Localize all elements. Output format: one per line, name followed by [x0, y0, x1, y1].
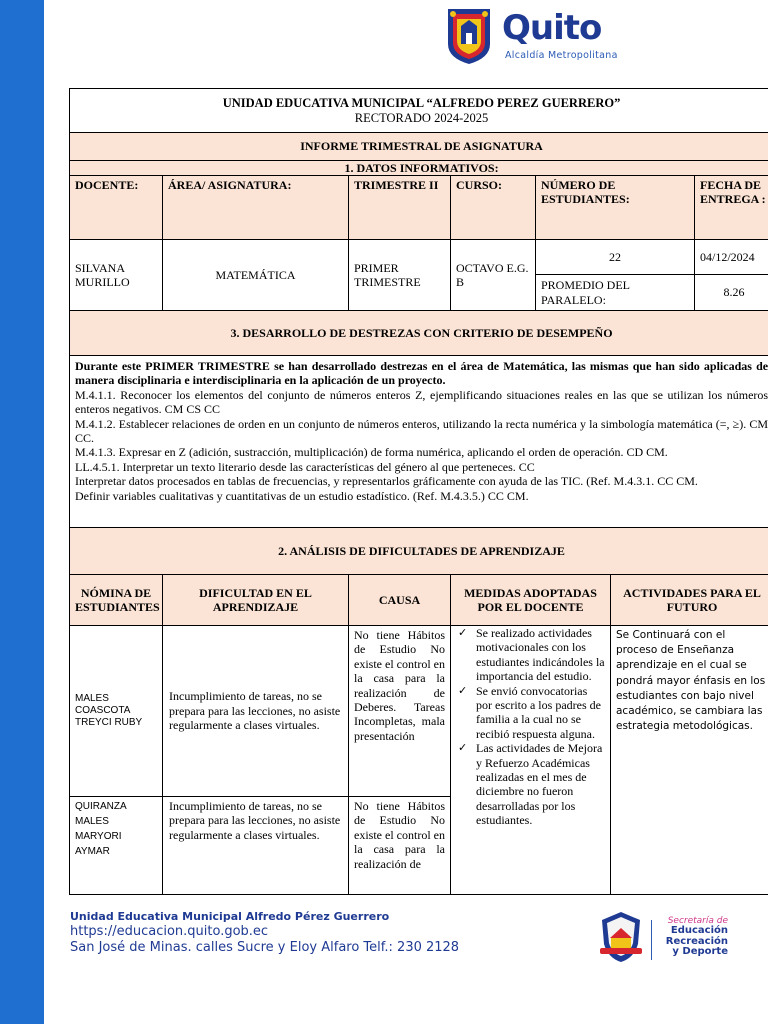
- destreza-item: M.4.1.3. Expresar en Z (adición, sustracción, multiplicación) de forma numérica, aplicando el orden de operación. CD CM.: [75, 445, 668, 460]
- medidas-list: [456, 626, 605, 827]
- actividades-futuro: Se Continuará con el proceso de Enseñanza aprendizaje en el cual se pondrá mayor énfasis en los estudiantes con bajo nivel académico, se cambiara las estrategia metodológicas.: [611, 626, 768, 895]
- medida-item: ✓ Se realizado actividades motivacionales con los estudiantes indicándoles la importancia del estudio.: [456, 626, 605, 684]
- header-curso: CURSO:: [451, 176, 536, 240]
- destreza-item: M.4.1.2. Establecer relaciones de orden en un conjunto de números enteros, utilizando la recta numérica y la simbología matemática (=, ≥). CM CC.: [75, 416, 768, 445]
- destreza-item: Definir variables cualitativas y cuantitativas de un estudio estadístico. (Ref. M.4.3.5.) CC CM.: [75, 488, 529, 503]
- quito-shield-icon: [445, 6, 493, 66]
- section2-title: 2. ANÁLISIS DE DIFICULTADES DE APRENDIZAJE: [70, 528, 768, 575]
- student-causa: No tiene Hábitos de Estudio No existe el control en la casa para la realización de Deberes. Tareas Incompletas, mala presentación: [349, 626, 451, 797]
- value-area: MATEMÁTICA: [163, 240, 349, 311]
- secretaria-script: Secretaría de: [667, 916, 728, 926]
- secretaria-logo: [658, 916, 728, 958]
- secretaria-line: Educación: [670, 925, 728, 936]
- medida-item: ✓ Se envió convocatorias por escrito a los padres de familia a la cual no se recibió respuesta alguna.: [456, 684, 605, 742]
- footer-address: San José de Minas. calles Sucre y Eloy Alfaro Telf.: 230 2128: [70, 940, 460, 955]
- student-name: MALES COASCOTA TREYCI RUBY: [70, 626, 163, 797]
- footer-contact: [70, 910, 590, 955]
- student-dificultad: Incumplimiento de tareas, no se prepara para las lecciones, no asiste regularmente a clases virtuales.: [163, 797, 349, 895]
- promedio-value: 8.26: [695, 275, 768, 311]
- destreza-item: LL.4.5.1. Interpretar un texto literario desde las características del género al que perteneces. CC: [75, 459, 535, 474]
- value-trimestre: PRIMER TRIMESTRE: [349, 240, 451, 311]
- report-title: INFORME TRIMESTRAL DE ASIGNATURA: [70, 133, 768, 161]
- value-numero: 22: [536, 240, 695, 275]
- rectorado: RECTORADO 2024-2025: [354, 110, 489, 125]
- student-name: QUIRANZA MALES MARYORI AYMAR: [70, 797, 163, 895]
- header-fecha: FECHA DE ENTREGA :: [695, 176, 768, 240]
- report-table: [69, 88, 768, 895]
- school-name: UNIDAD EDUCATIVA MUNICIPAL “ALFREDO PEREZ GUERRERO”: [222, 95, 621, 110]
- footer-divider: [651, 920, 652, 960]
- destrezas-intro: Durante este PRIMER TRIMESTRE se han desarrollado destrezas en el área de Matemática, las mismas que han sido aplicadas de manera disciplinaria e interdisciplinaria en la aplicación de un proyecto.: [75, 359, 768, 388]
- header-docente: DOCENTE:: [70, 176, 163, 240]
- value-fecha: 04/12/2024: [695, 240, 768, 275]
- value-docente: SILVANA MURILLO: [70, 240, 163, 311]
- header-area: ÁREA/ ASIGNATURA:: [163, 176, 349, 240]
- header-causa: CAUSA: [349, 575, 451, 626]
- value-curso: OCTAVO E.G. B: [451, 240, 536, 311]
- logo-subtitle: Alcaldía Metropolitana: [505, 50, 618, 61]
- logo-wordmark: Quito: [502, 8, 602, 48]
- medida-item: ✓ Las actividades de Mejora y Refuerzo Académicas realizadas en el mes de diciembre no fueron desarrolladas por los estudiantes.: [456, 741, 605, 827]
- header-dificultad: DIFICULTAD EN EL APRENDIZAJE: [163, 575, 349, 626]
- medidas-cell: [451, 626, 611, 895]
- footer-school-name: Unidad Educativa Municipal Alfredo Pérez Guerrero: [70, 910, 390, 923]
- school-crest-icon: [598, 910, 644, 964]
- section1-title: 1. DATOS INFORMATIVOS:: [70, 161, 768, 176]
- section3-title: 3. DESARROLLO DE DESTREZAS CON CRITERIO DE DESEMPEÑO: [70, 311, 768, 356]
- student-dificultad: Incumplimiento de tareas, no se prepara para las lecciones, no asiste regularmente a clases virtuales.: [163, 626, 349, 797]
- destreza-item: M.4.1.1. Reconocer los elementos del conjunto de números enteros Z, ejemplificando situaciones reales en las que se utilizan los números enteros negativos. CM CS CC: [75, 387, 768, 417]
- header-trimestre: TRIMESTRE II: [349, 176, 451, 240]
- student-causa: No tiene Hábitos de Estudio No existe el control en la casa para la realización de: [349, 797, 451, 895]
- promedio-label: PROMEDIO DEL PARALELO:: [536, 275, 695, 311]
- secretaria-line: Recreación: [665, 935, 728, 947]
- header-numero: NÚMERO DE ESTUDIANTES:: [536, 176, 695, 240]
- side-accent-bar: [0, 0, 44, 1024]
- school-header-cell: [70, 89, 768, 133]
- quito-logo: [445, 6, 625, 68]
- destreza-item: Interpretar datos procesados en tablas de frecuencias, y representarlos gráficamente con ayuda de las TIC. (Ref. M.4.3.1. CC CM.: [75, 474, 698, 489]
- secretaria-line: y Deporte: [672, 946, 728, 957]
- header-nomina: NÓMINA DE ESTUDIANTES: [70, 575, 163, 626]
- footer-website-link[interactable]: https://educacion.quito.gob.ec: [70, 924, 269, 939]
- destrezas-cell: [70, 356, 768, 528]
- header-actividades: ACTIVIDADES PARA EL FUTURO: [611, 575, 768, 626]
- header-medidas: MEDIDAS ADOPTADAS POR EL DOCENTE: [451, 575, 611, 626]
